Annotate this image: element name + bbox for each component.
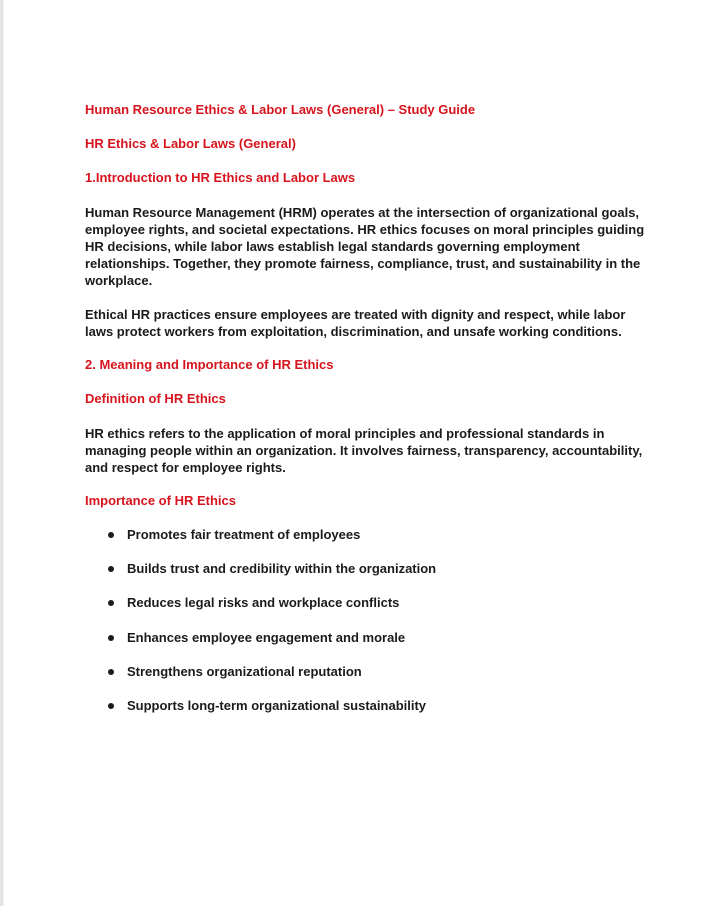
document-subtitle: HR Ethics & Labor Laws (General) [85, 136, 296, 151]
list-item [85, 561, 645, 577]
document-page [85, 102, 645, 732]
bullet-icon [108, 635, 114, 641]
list-item [85, 595, 645, 611]
definition-heading: Definition of HR Ethics [85, 391, 226, 406]
section-2-heading: 2. Meaning and Importance of HR Ethics [85, 357, 334, 372]
document-title: Human Resource Ethics & Labor Laws (General) – Study Guide [85, 102, 476, 117]
bullet-icon [108, 669, 114, 675]
page-left-border [0, 0, 4, 906]
bullet-icon [108, 566, 114, 572]
bullet-icon [108, 600, 114, 606]
list-item-text: Supports long-term organizational sustainability [127, 697, 427, 713]
list-item [85, 698, 645, 714]
list-item-text: Enhances employee engagement and morale [127, 629, 406, 645]
list-item [85, 527, 645, 543]
bullet-icon [108, 703, 114, 709]
section-1-paragraph-2: Ethical HR practices ensure employees are treated with dignity and respect, while labor laws protect workers from exploitation, discrimination, and unsafe working conditions. [85, 307, 626, 339]
definition-paragraph: HR ethics refers to the application of moral principles and professional standards in managing people within an organization. It involves fairness, transparency, accountability, and respect for employee rights. [85, 426, 643, 475]
list-item-text: Strengthens organizational reputation [127, 663, 362, 679]
section-1-heading: 1.Introduction to HR Ethics and Labor Laws [85, 170, 356, 185]
section-1-paragraph-1: Human Resource Management (HRM) operates at the intersection of organizational goals, employee rights, and societal expectations. HR ethics focuses on moral principles guiding HR decisions, while labor laws establish legal standards governing employment relationships. Together, they promote fairness, compliance, trust, and sustainability in the workplace. [85, 205, 645, 288]
list-item-text: Promotes fair treatment of employees [127, 527, 361, 542]
importance-bullet-list [85, 527, 645, 714]
bullet-icon [108, 532, 114, 538]
list-item-text: Reduces legal risks and workplace conflicts [127, 595, 400, 611]
list-item [85, 664, 645, 680]
list-item-text: Builds trust and credibility within the organization [127, 561, 437, 577]
importance-heading: Importance of HR Ethics [85, 493, 236, 508]
list-item [85, 630, 645, 646]
